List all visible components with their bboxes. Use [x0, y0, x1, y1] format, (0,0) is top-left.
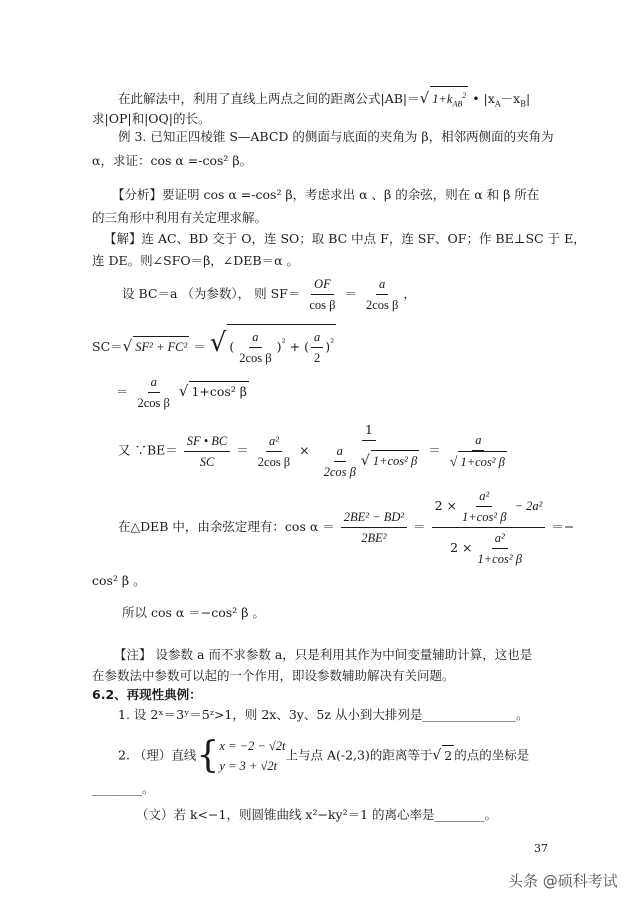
note-line-2: 在参数法中参数可以起的一个作用，即设参数辅助解决有关问题。 [92, 668, 455, 683]
distance-formula-line: 在此解法中，利用了直线上两点之间的距离公式|AB|＝√ $1+k_{AB}^2$ • $|x_A-x_B|$ [118, 86, 530, 114]
fraction [316, 420, 423, 482]
fraction [459, 486, 509, 527]
sc-formula: SC＝√ SF² + FC² ＝ √ ( $\frac{a}{\text{2cos β}}$ )$^{^2}$ + ( $\frac{a}{2}$ )$^{^2}$ [92, 324, 336, 368]
numerator: 1 [362, 420, 376, 441]
denominator: √ 1+cos² β [447, 451, 510, 473]
equals: ＝ [344, 286, 357, 301]
denominator: 2cos β [365, 298, 399, 312]
fraction [255, 431, 293, 472]
subscript: AB [452, 99, 463, 109]
denominator: 2cos β [137, 396, 170, 410]
equation: x = −2 − √2t [219, 739, 286, 753]
sqrt-expr: SF² + FC² [133, 336, 189, 357]
numerator: a² [476, 486, 492, 507]
fraction [474, 528, 524, 569]
sqrt-expr: 2 [442, 745, 454, 766]
note-line-1: 【注】 设参数 a 而不求参数 a，只是利用其作为中间变量辅助计算，这也是 [114, 647, 533, 662]
equals: ＝ [116, 384, 129, 399]
times: × [299, 442, 310, 458]
subscript: A [494, 99, 501, 109]
text-run: − 2a² [511, 499, 543, 513]
solution-line-1: 【解】连 AC、BD 交于 O，连 SO；取 BC 中点 F，连 SF、OF；作 BE⊥SC 于 E， [104, 231, 586, 246]
fraction [311, 327, 323, 368]
numerator: a [148, 372, 160, 393]
example-3-line-1: 例 3. 已知正四棱锥 S—ABCD 的侧面与底面的夹角为 β，相邻两侧面的夹角为 [118, 129, 554, 144]
solution-line-2: 连 DE。则∠SFO＝β，∠DEB＝α 。 [92, 253, 300, 268]
question-2-blank: ________。 [92, 781, 155, 796]
conclusion: 所以 cos α ＝−cos² β 。 [122, 605, 265, 620]
denominator: 1+cos² β [462, 510, 507, 524]
superscript: ² [330, 336, 335, 349]
denominator: 2cos β [239, 351, 272, 365]
fraction [135, 372, 173, 413]
page-number: 37 [534, 842, 548, 855]
numerator: a² [266, 431, 282, 452]
numerator: a [311, 327, 323, 348]
sqrt-expr: ( $\frac{a}{\text{2cos β}}$ )$^{^2}$ + ( $\frac{a}{2}$ )$^{^2}$ [227, 324, 336, 368]
question-1: 1. 设 2ˣ＝3ʸ＝5ᶻ>1，则 2x、3y、5z 从小到大排列是_______________。 [118, 707, 529, 722]
denominator: 2 [313, 351, 321, 365]
equation: y = 3 + √2t [219, 759, 278, 773]
deb-formula [118, 486, 574, 569]
fraction [341, 507, 407, 548]
sqrt-expr: 1+cos² β [189, 381, 249, 402]
denominator: 2cos β [323, 465, 356, 479]
sqrt-expr: 1+cos² β [458, 451, 506, 472]
sc-result: ＝ $\frac{a}{\text{2cos β}}$ √ 1+cos² β [116, 372, 249, 413]
sf-formula [122, 274, 416, 315]
sqrt-expr: 1+cos² β [371, 450, 419, 471]
text-run: 的点的坐标是 [454, 747, 530, 763]
equals: ＝− [551, 519, 575, 534]
text-run: | [526, 91, 531, 107]
text-run: 在此解法中，利用了直线上两点之间的距离公式|AB|＝ [118, 91, 420, 107]
superscript: 2 [462, 91, 467, 100]
numerator: a² [492, 528, 508, 549]
question-3: （文）若 k<−1，则圆锥曲线 x²−ky²＝1 的离心率是________。 [136, 807, 498, 822]
analysis-line-1: 【分析】要证明 cos α =-cos² β，考虑求出 α 、β 的余弦，则在 α 和 β 所在 [112, 187, 540, 202]
fraction [321, 441, 359, 482]
section-heading: 6.2、再现性典例： [92, 687, 202, 702]
fraction [363, 274, 401, 315]
brace: { [196, 735, 220, 776]
text-run: ， [403, 286, 416, 301]
text-run: 2 × [434, 498, 457, 513]
superscript: ² [281, 336, 286, 349]
denominator: 2BE² [361, 531, 387, 545]
example-3-line-2: α，求证：cos α =-cos² β。 [92, 153, 253, 168]
sqrt-expr [430, 86, 468, 114]
numerator: SF • BC [184, 431, 231, 452]
text-run: 在△DEB 中，由余弦定理有：cos α ＝ [118, 519, 335, 534]
numerator: 2BE² − BD² [341, 507, 407, 528]
denominator: $\frac{a}{\text{2cos β}}$ √ 1+cos² β [316, 441, 423, 482]
question-2: 2. （理）直线{ x = −2 − √2t y = 3 + √2t 上与点 A(-2,3)的距离等于√ 2 的点的坐标是 [118, 735, 530, 776]
denominator: 2cos β [257, 454, 291, 469]
fraction [184, 431, 231, 472]
paragraph: 求|OP|和|OQ|的长。 [92, 111, 211, 126]
text-run: + [285, 339, 305, 354]
text-run: 1+k [432, 92, 453, 107]
numerator: OF [311, 274, 334, 295]
numerator: a [334, 441, 346, 462]
equals: ＝ [236, 442, 249, 458]
text-run: 上与点 A(-2,3)的距离等于 [285, 747, 433, 763]
numerator: a [472, 430, 484, 451]
text-run: －x [500, 91, 521, 107]
equals: ＝ [193, 339, 206, 354]
denominator [447, 528, 530, 569]
fraction [432, 486, 546, 569]
text-run: 2 × [450, 540, 473, 555]
text-run: 2. （理）直线 [118, 747, 197, 763]
denominator: 1+cos² β [477, 552, 522, 566]
text-run: SC＝ [92, 339, 123, 354]
fraction [447, 430, 510, 473]
text-run: 又 ∵BE＝ [118, 442, 178, 458]
equals: ＝ [428, 442, 441, 458]
fraction [236, 327, 274, 368]
be-formula [118, 420, 512, 482]
deb-formula-end: cos² β 。 [92, 573, 146, 588]
watermark: 头条 @硕科考试 [508, 872, 618, 890]
numerator: a [249, 327, 261, 348]
subscript: B [520, 99, 527, 109]
equals: ＝ [413, 519, 426, 534]
fraction [306, 274, 338, 315]
numerator: a [376, 274, 388, 295]
analysis-line-2: 的三角形中利用有关定理求解。 [92, 210, 268, 225]
text-run: 设 BC＝a （为参数）， 则 SF＝ [122, 286, 301, 301]
numerator [432, 486, 546, 528]
equation-system [219, 736, 285, 776]
denominator: cos β [309, 298, 336, 312]
text-run: • |x [468, 91, 495, 107]
denominator: SC [199, 454, 215, 469]
